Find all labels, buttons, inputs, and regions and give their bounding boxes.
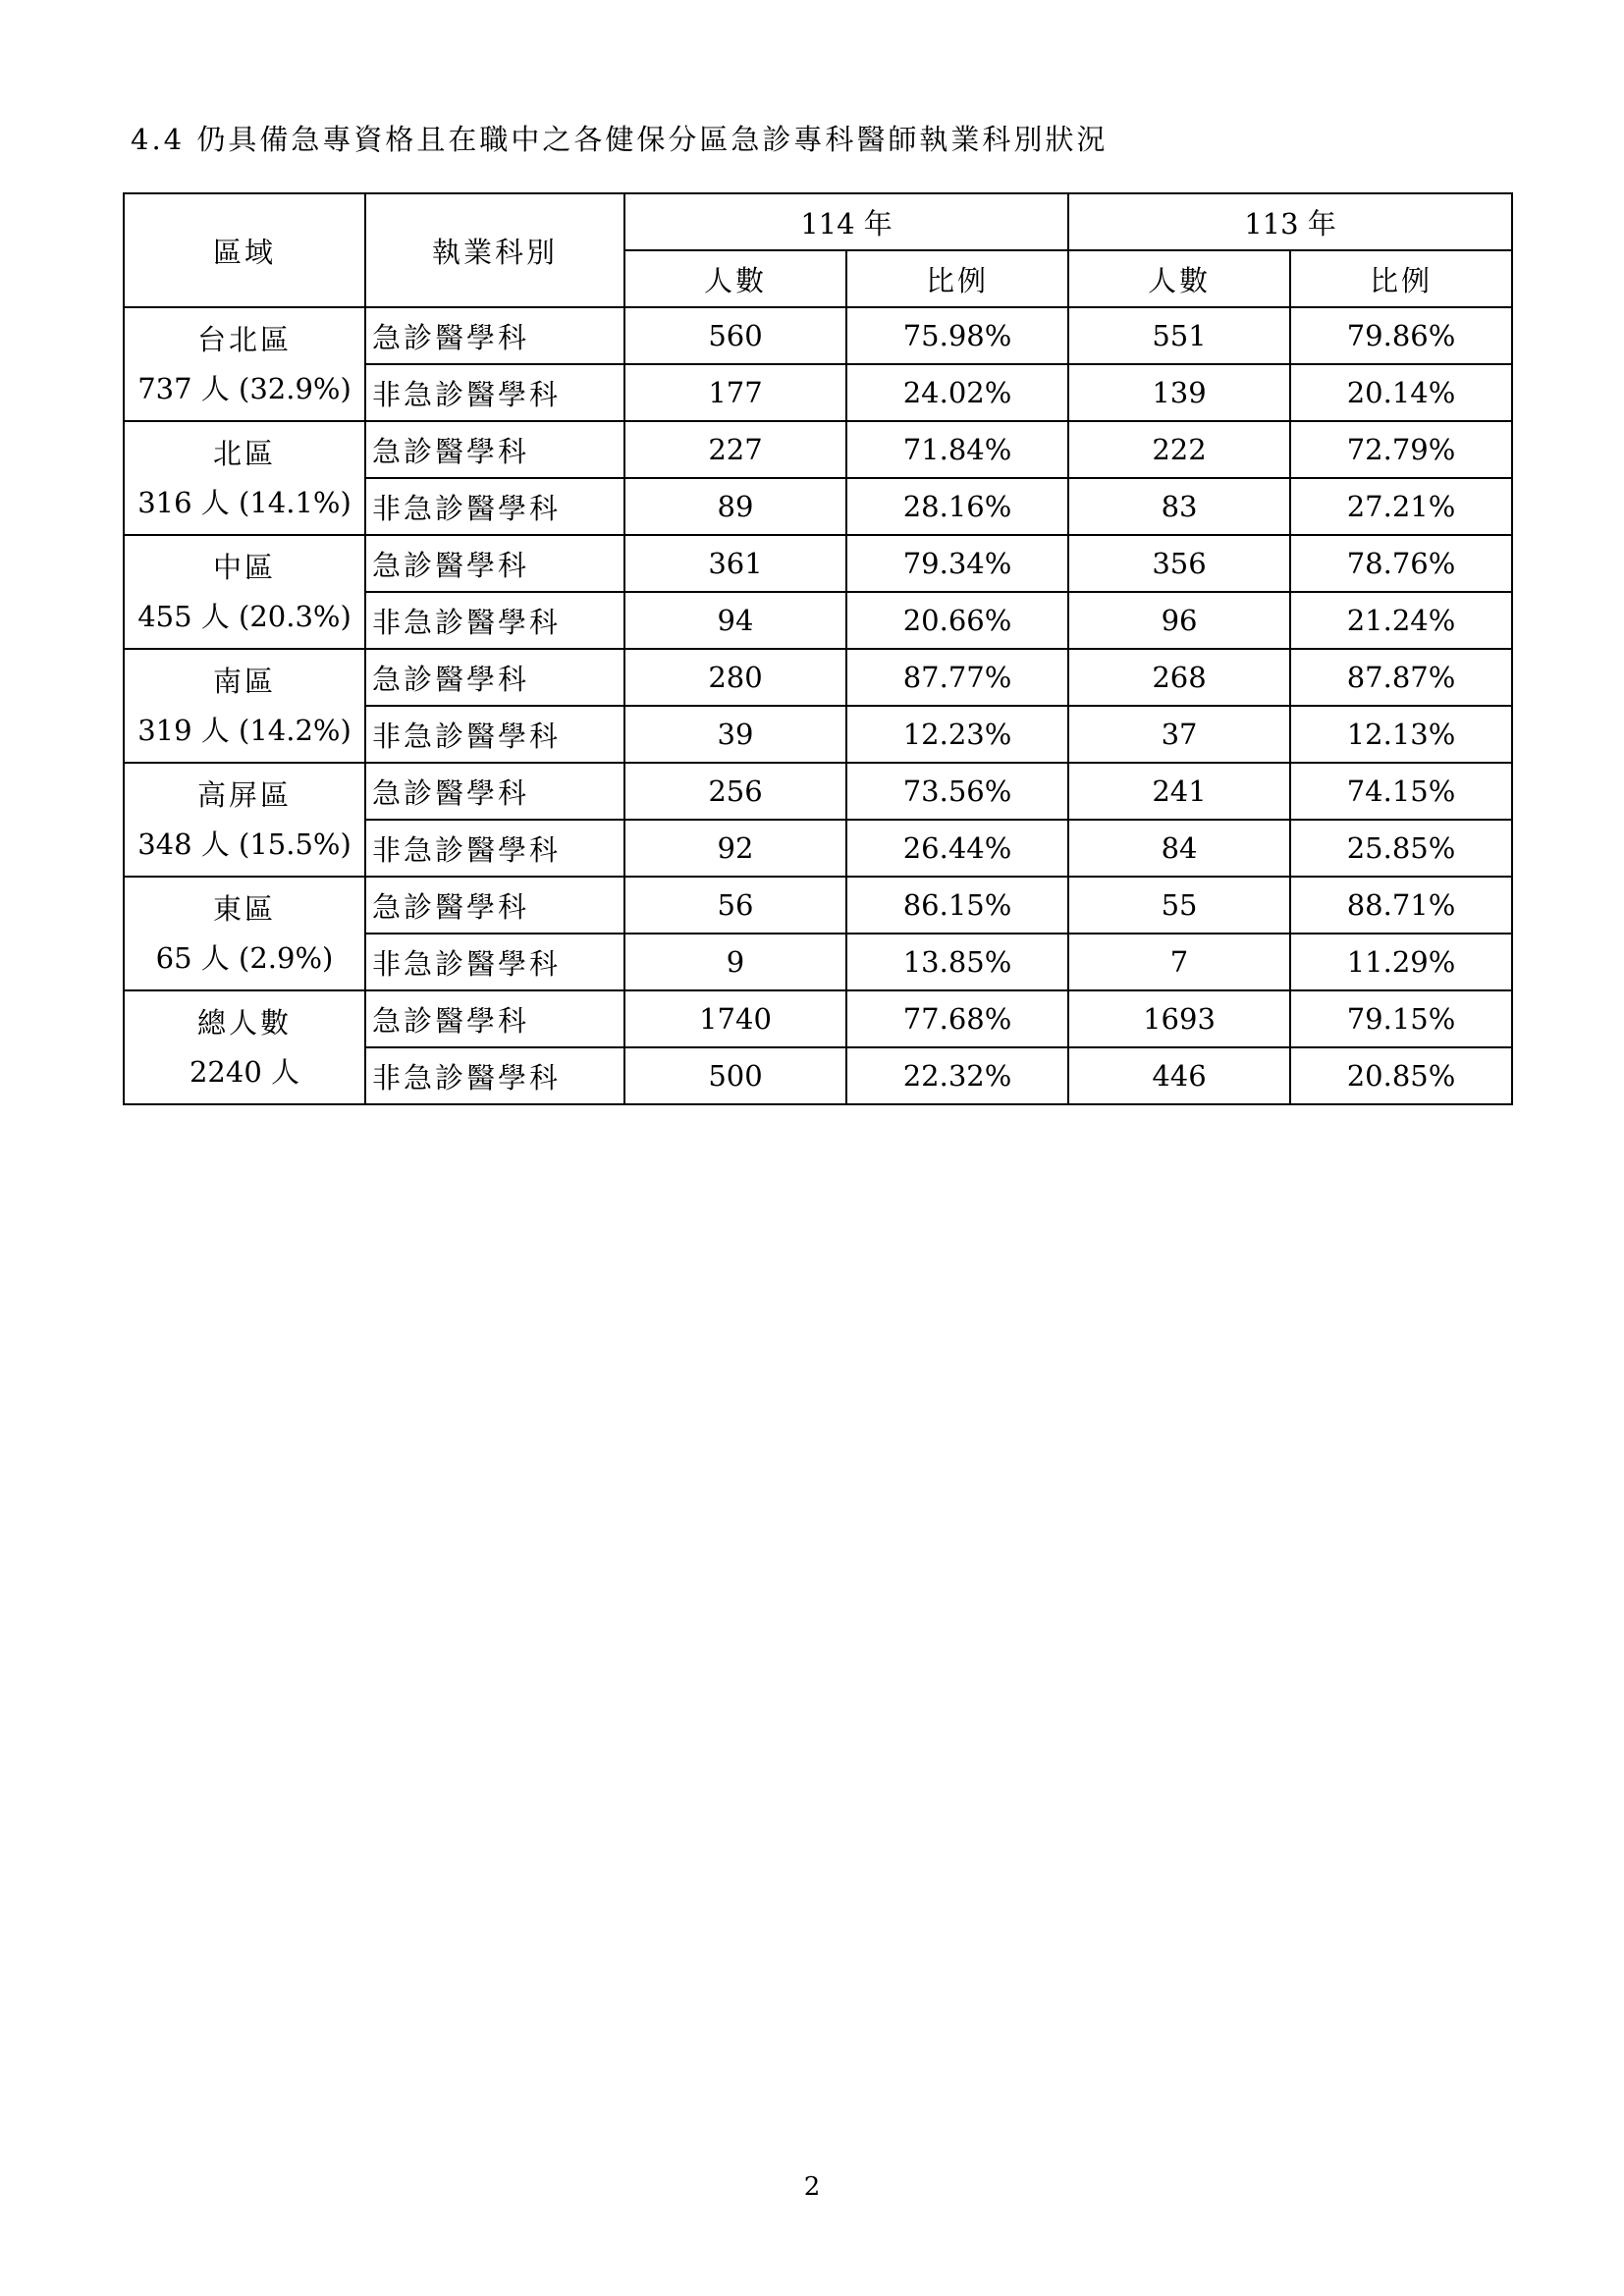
specialty-cell: 急診醫學科 [365,421,624,478]
table-row [124,307,1512,364]
count-113-cell: 268 [1068,649,1290,706]
region-summary: 319 人 (14.2%) [137,714,352,747]
ratio-113-cell: 74.15% [1290,763,1512,820]
header-row-years [124,193,1512,250]
count-114-cell: 9 [624,934,846,990]
ratio-114-cell: 87.77% [846,649,1068,706]
count-113-cell: 356 [1068,535,1290,592]
ratio-114-cell: 28.16% [846,478,1068,535]
specialty-cell: 非急診醫學科 [365,478,624,535]
ratio-113-cell: 87.87% [1290,649,1512,706]
ratio-113-cell: 88.71% [1290,877,1512,934]
header-specialty: 執業科別 [365,193,624,307]
specialty-cell: 急診醫學科 [365,877,624,934]
count-113-cell: 222 [1068,421,1290,478]
count-114-cell: 560 [624,307,846,364]
ratio-114-cell: 13.85% [846,934,1068,990]
region-summary: 455 人 (20.3%) [137,600,352,633]
ratio-114-cell: 86.15% [846,877,1068,934]
ratio-113-cell: 27.21% [1290,478,1512,535]
specialty-cell: 非急診醫學科 [365,364,624,421]
count-113-cell: 37 [1068,706,1290,763]
region-cell [124,421,365,535]
specialty-cell: 非急診醫學科 [365,934,624,990]
region-name: 高屏區 [196,778,292,812]
ratio-114-cell: 20.66% [846,592,1068,649]
ratio-113-cell: 11.29% [1290,934,1512,990]
header-ratio-113: 比例 [1290,250,1512,307]
table-row [124,990,1512,1047]
page-number: 2 [803,2172,821,2202]
ratio-113-cell: 20.14% [1290,364,1512,421]
region-name: 東區 [212,892,276,926]
region-summary: 316 人 (14.1%) [137,486,352,519]
ratio-113-cell: 79.86% [1290,307,1512,364]
table-body [124,307,1512,1104]
count-113-cell: 1693 [1068,990,1290,1047]
header-ratio-114: 比例 [846,250,1068,307]
table-row [124,763,1512,820]
region-summary: 2240 人 [189,1055,300,1089]
table-row [124,421,1512,478]
count-114-cell: 94 [624,592,846,649]
region-summary: 348 人 (15.5%) [137,828,352,861]
region-name: 中區 [212,551,276,584]
specialty-cell: 急診醫學科 [365,763,624,820]
count-114-cell: 92 [624,820,846,877]
ratio-113-cell: 21.24% [1290,592,1512,649]
region-name: 北區 [212,437,276,470]
count-114-cell: 89 [624,478,846,535]
region-summary: 65 人 (2.9%) [155,941,334,975]
specialty-cell: 非急診醫學科 [365,820,624,877]
ratio-114-cell: 24.02% [846,364,1068,421]
specialty-cell: 急診醫學科 [365,649,624,706]
count-113-cell: 55 [1068,877,1290,934]
specialty-cell: 急診醫學科 [365,990,624,1047]
header-region: 區域 [124,193,365,307]
header-count-114: 人數 [624,250,846,307]
specialty-cell: 急診醫學科 [365,535,624,592]
region-cell [124,990,365,1104]
count-113-cell: 551 [1068,307,1290,364]
region-cell [124,307,365,421]
region-cell [124,763,365,877]
header-year-114: 114 年 [624,193,1068,250]
specialty-cell: 非急診醫學科 [365,706,624,763]
ratio-114-cell: 12.23% [846,706,1068,763]
specialty-cell: 非急診醫學科 [365,592,624,649]
count-113-cell: 446 [1068,1047,1290,1104]
specialty-cell: 非急診醫學科 [365,1047,624,1104]
ratio-113-cell: 78.76% [1290,535,1512,592]
ratio-114-cell: 73.56% [846,763,1068,820]
ratio-114-cell: 26.44% [846,820,1068,877]
table-caption: 4.4 仍具備急專資格且在職中之各健保分區急診專科醫師執業科別狀況 [131,123,1109,156]
region-name: 南區 [212,665,276,698]
region-cell [124,877,365,990]
count-114-cell: 227 [624,421,846,478]
specialty-cell: 急診醫學科 [365,307,624,364]
count-114-cell: 1740 [624,990,846,1047]
specialty-table [123,192,1513,1105]
region-summary: 737 人 (32.9%) [137,372,352,405]
count-114-cell: 280 [624,649,846,706]
ratio-114-cell: 77.68% [846,990,1068,1047]
header-year-113: 113 年 [1068,193,1512,250]
region-name: 台北區 [196,323,292,356]
ratio-114-cell: 22.32% [846,1047,1068,1104]
count-114-cell: 177 [624,364,846,421]
count-114-cell: 361 [624,535,846,592]
table-row [124,535,1512,592]
table-row [124,877,1512,934]
count-114-cell: 56 [624,877,846,934]
count-114-cell: 256 [624,763,846,820]
region-cell [124,535,365,649]
ratio-113-cell: 25.85% [1290,820,1512,877]
ratio-113-cell: 72.79% [1290,421,1512,478]
count-113-cell: 241 [1068,763,1290,820]
ratio-113-cell: 12.13% [1290,706,1512,763]
count-113-cell: 7 [1068,934,1290,990]
header-count-113: 人數 [1068,250,1290,307]
ratio-114-cell: 75.98% [846,307,1068,364]
region-name: 總人數 [196,1006,292,1040]
region-cell [124,649,365,763]
ratio-114-cell: 79.34% [846,535,1068,592]
count-114-cell: 39 [624,706,846,763]
table-row [124,649,1512,706]
ratio-114-cell: 71.84% [846,421,1068,478]
count-113-cell: 139 [1068,364,1290,421]
count-113-cell: 83 [1068,478,1290,535]
count-113-cell: 96 [1068,592,1290,649]
count-114-cell: 500 [624,1047,846,1104]
count-113-cell: 84 [1068,820,1290,877]
ratio-113-cell: 79.15% [1290,990,1512,1047]
ratio-113-cell: 20.85% [1290,1047,1512,1104]
